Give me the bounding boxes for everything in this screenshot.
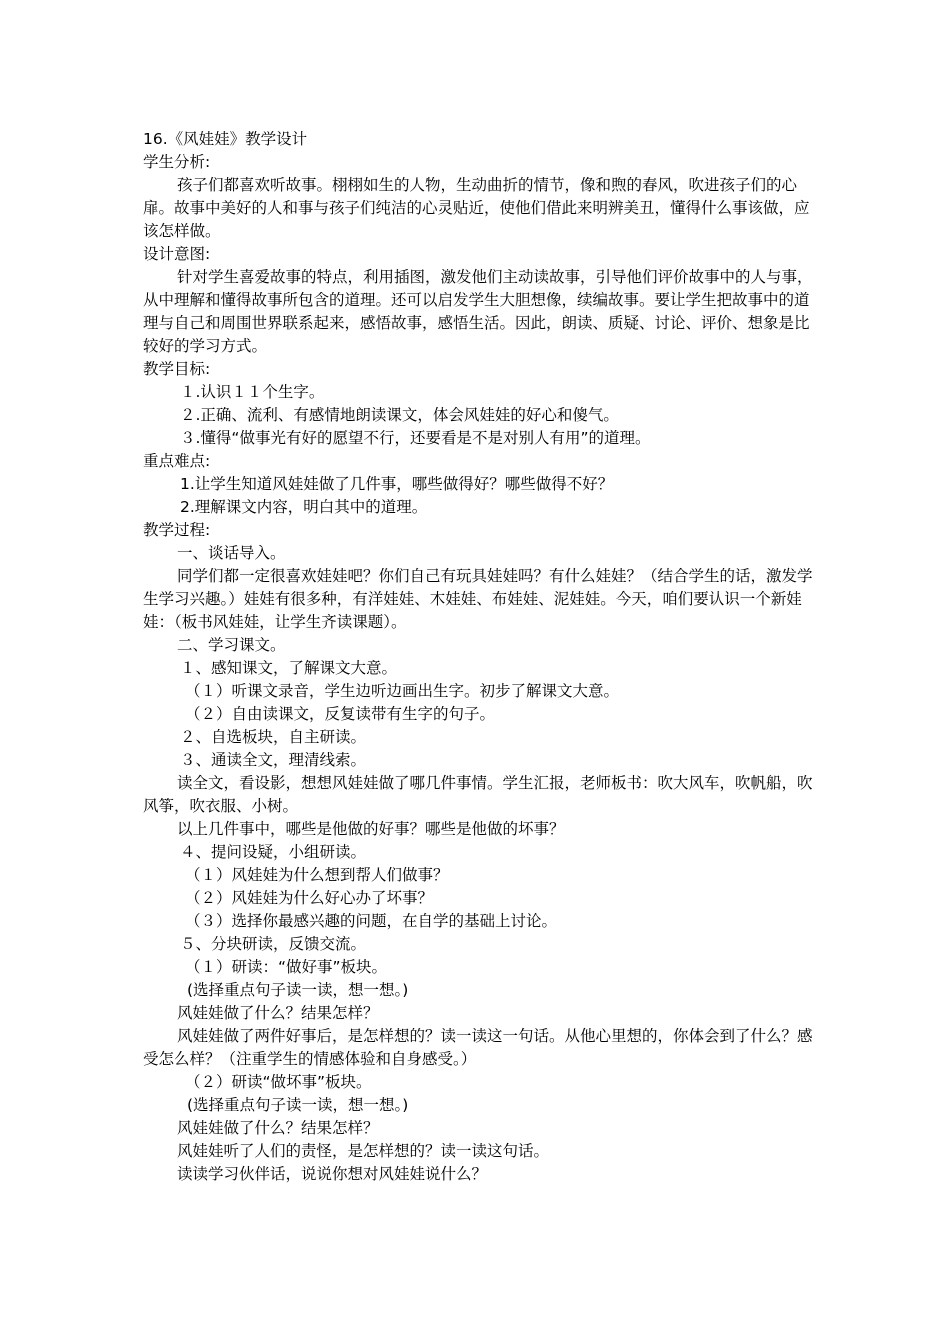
step2-title: 二、学习课文。 (177, 636, 286, 654)
substep-5b-note: (选择重点句子读一读，想一想。) (187, 1096, 409, 1114)
document-page (143, 128, 815, 1186)
substep-5b-question-2: 风娃娃听了人们的责怪，是怎样想的？读一读这句话。 (177, 1142, 550, 1160)
substep-5: ５、分块研读，反馈交流。 (180, 935, 367, 953)
substep-5a-question-1: 风娃娃做了什么？结果怎样？ (177, 1004, 379, 1022)
substep-5b-question-3: 读读学习伙伴话，说说你想对风娃娃说什么？ (177, 1165, 488, 1183)
heading-design-intent: 设计意图: (143, 245, 211, 263)
substep-1b: （２）自由读课文，反复读带有生字的句子。 (185, 705, 496, 723)
goal-item-1: １.认识１１个生字。 (180, 383, 325, 401)
read-all-paragraph: 读全文，看设影，想想风娃娃做了哪几件事情。学生汇报，老师板书：吹大风车，吹帆船，吹风筝，吹衣服、小树。 (143, 774, 813, 815)
heading-process: 教学过程: (143, 521, 211, 539)
heading-key-points: 重点难点: (143, 452, 211, 470)
substep-4a: （１）风娃娃为什么想到帮人们做事？ (185, 866, 449, 884)
key-point-2: 2.理解课文内容，明白其中的道理。 (180, 498, 428, 516)
step1-body: 同学们都一定很喜欢娃娃吧？你们自己有玩具娃娃吗？有什么娃娃？（结合学生的话，激发学生学习兴趣。）娃娃有很多种，有洋娃娃、木娃娃、布娃娃、泥娃娃。今天，咱们要认识一个新娃娃：（板书风娃娃，让学生齐读课题）。 (143, 567, 813, 631)
goal-item-2: ２.正确、流利、有感情地朗读课文，体会风娃娃的好心和傻气。 (180, 406, 619, 424)
substep-1a: （１）听课文录音，学生边听边画出生字。初步了解课文大意。 (185, 682, 620, 700)
substep-2: ２、自选板块，自主研读。 (180, 728, 367, 746)
paragraph-student-analysis: 孩子们都喜欢听故事。栩栩如生的人物，生动曲折的情节，像和煦的春风，吹进孩子们的心扉。故事中美好的人和事与孩子们纯洁的心灵贴近，使他们借此来明辨美丑，懂得什么事该做，应该怎样做。 (143, 176, 810, 240)
step1-title: 一、谈话导入。 (177, 544, 286, 562)
substep-4b: （２）风娃娃为什么好心办了坏事？ (185, 889, 434, 907)
substep-5b-question-1: 风娃娃做了什么？结果怎样？ (177, 1119, 379, 1137)
heading-goals: 教学目标: (143, 360, 211, 378)
substep-5a-note: (选择重点句子读一读，想一想。) (187, 981, 409, 999)
paragraph-design-intent: 针对学生喜爱故事的特点，利用插图，激发他们主动读故事，引导他们评价故事中的人与事，从中理解和懂得故事所包含的道理。还可以启发学生大胆想像，续编故事。要让学生把故事中的道理与自己和周围世界联系起来，感悟故事，感悟生活。因此，朗读、质疑、讨论、评价、想象是比较好的学习方式。 (143, 268, 813, 355)
substep-4: ４、提问设疑，小组研读。 (180, 843, 367, 861)
key-point-1: 1.让学生知道风娃娃做了几件事，哪些做得好？哪些做得不好？ (180, 475, 614, 493)
document-title: 16.《风娃娃》教学设计 (143, 130, 308, 148)
goal-item-3: ３.懂得“做事光有好的愿望不行，还要看是不是对别人有用”的道理。 (180, 429, 651, 447)
heading-student-analysis: 学生分析: (143, 153, 211, 171)
substep-1: １、感知课文，了解课文大意。 (180, 659, 398, 677)
substep-5b: （２）研读“做坏事”板块。 (185, 1073, 372, 1091)
question-good-bad: 以上几件事中，哪些是他做的好事？哪些是他做的坏事？ (177, 820, 565, 838)
substep-3: ３、通读全文，理清线索。 (180, 751, 367, 769)
substep-5a-question-2: 风娃娃做了两件好事后，是怎样想的？读一读这一句话。从他心里想的，你体会到了什么？感受怎么样？（注重学生的情感体验和自身感受。） (143, 1027, 813, 1068)
substep-5a: （１）研读：“做好事”板块。 (185, 958, 388, 976)
substep-4c: （３）选择你最感兴趣的问题，在自学的基础上讨论。 (185, 912, 558, 930)
